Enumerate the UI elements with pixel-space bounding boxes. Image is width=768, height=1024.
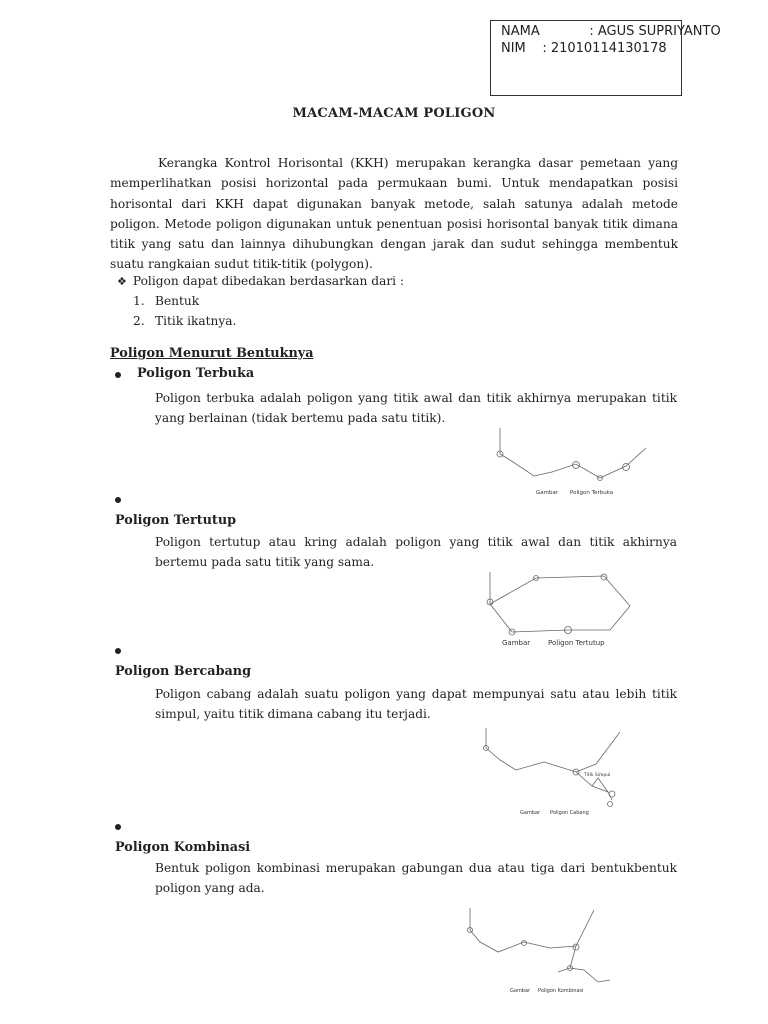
caption-kombinasi-b: Poligon Kombinasi [538, 988, 584, 994]
caption-kombinasi-a: Gambar [510, 988, 531, 994]
nama-value: : AGUS SUPRIYANTO [589, 24, 721, 39]
section-heading: Poligon Menurut Bentuknya [110, 346, 314, 361]
nim-value: : 21010114130178 [542, 41, 667, 56]
list-text: Titik ikatnya. [155, 314, 237, 328]
student-identity-box [490, 20, 721, 96]
list-item [133, 314, 236, 328]
caption-cabang-a: Gambar [520, 810, 541, 816]
lead-line [117, 274, 404, 288]
type-heading-tertutup: Poligon Tertutup [115, 513, 237, 528]
type-desc-tertutup: Poligon tertutup atau kring adalah poligon yang titik awal dan titik akhirnya bertemu pada satu titik yang sama. [155, 535, 677, 570]
nama-row [501, 23, 721, 40]
type-desc-bercabang: Poligon cabang adalah suatu poligon yang dapat mempunyai satu atau lebih titik simpul, yaitu titik dimana cabang itu terjadi. [155, 687, 677, 722]
figure-poligon-kombinasi [460, 906, 620, 996]
list-text: Bentuk [155, 294, 200, 308]
list-number: 2. [133, 314, 145, 328]
bullet-dot-icon [115, 648, 121, 654]
type-heading-terbuka: Poligon Terbuka [137, 366, 255, 381]
figure-poligon-tertutup [480, 570, 650, 650]
bullet-dot-icon [115, 497, 121, 503]
figure-poligon-terbuka [490, 424, 650, 498]
page-title: MACAM-MACAM POLIGON [292, 106, 496, 121]
nama-label: NAMA [501, 24, 540, 39]
type-desc-terbuka: Poligon terbuka adalah poligon yang titik awal dan titik akhirnya merupakan titik yang berlainan (tidak bertemu pada satu titik). [155, 391, 677, 426]
diamond-bullet-icon: ❖ [117, 275, 127, 288]
nim-row [501, 40, 671, 57]
node-label: Titik Simpul [584, 773, 611, 778]
intro-paragraph [110, 153, 678, 275]
caption-cabang-b: Poligon Cabang [550, 810, 589, 816]
caption-tertutup-b: Poligon Tertutup [548, 639, 605, 647]
bullet-dot-icon [115, 824, 121, 830]
nim-label: NIM [501, 41, 526, 56]
type-heading-bercabang: Poligon Bercabang [115, 664, 252, 679]
type-desc-kombinasi: Bentuk poligon kombinasi merupakan gabungan dua atau tiga dari bentukbentuk poligon yang ada. [155, 861, 677, 896]
figure-poligon-bercabang [480, 726, 640, 818]
caption-terbuka-b: Poligon Terbuka [570, 490, 614, 496]
caption-terbuka-a: Gambar [536, 490, 559, 496]
type-heading-kombinasi: Poligon Kombinasi [115, 840, 251, 855]
lead-text: Poligon dapat dibedakan berdasarkan dari : [132, 274, 405, 288]
intro-text: Kerangka Kontrol Horisontal (KKH) merupakan kerangka dasar pemetaan yang memperlihatkan posisi horizontal pada permukaan bumi. Untuk mendapatkan posisi horisontal dari KKH dapat digunakan banyak metode, salah satunya adalah metode poligon. Metode poligon digunakan untuk penentuan posisi horisontal banyak titik dimana titik yang satu dan lainnya dihubungkan dengan jarak dan sudut sehingga membentuk suatu rangkaian sudut titik-titik (polygon). [110, 156, 678, 272]
list-item [133, 294, 199, 308]
list-number: 1. [133, 294, 145, 308]
caption-tertutup-a: Gambar [502, 639, 531, 647]
bullet-dot-icon [115, 372, 121, 378]
